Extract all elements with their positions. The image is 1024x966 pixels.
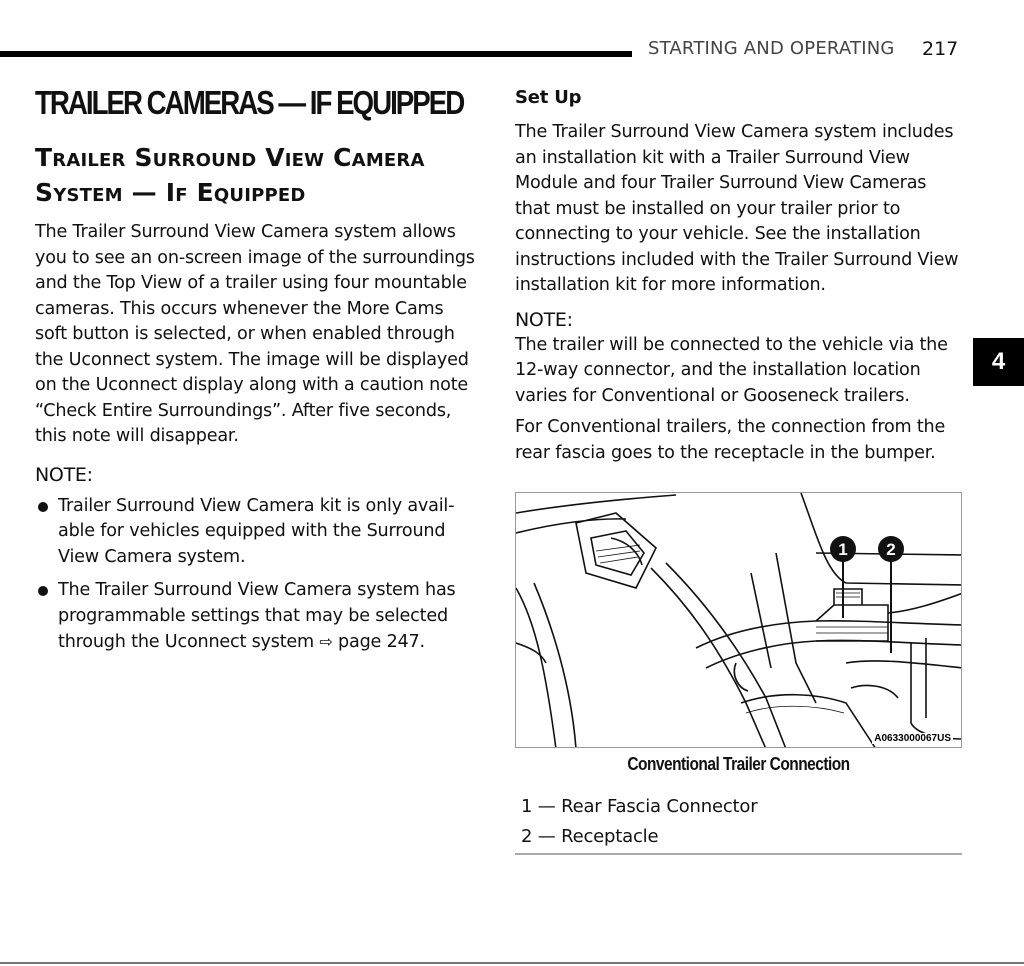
note-label: NOTE: xyxy=(515,308,573,331)
footer-rule xyxy=(0,962,1024,964)
illustration-drawing xyxy=(516,493,962,748)
connection-illustration xyxy=(515,492,962,748)
note-bullet-list xyxy=(35,494,480,656)
intro-paragraph: The Trailer Surround View Camera system allows you to see an on-screen image of the surroundings and the Top View of a trailer using four mountable cameras. This occurs whenever the More Cams soft button is selected, or when enabled through the Uconnect system. The image will be displayed on the Uconnect display along with a caution note “Check Entire Surroundings”. After five seconds, this note will disappear. xyxy=(35,222,475,446)
note-label: NOTE: xyxy=(35,463,93,486)
running-head: STARTING AND OPERATING xyxy=(648,38,895,59)
bullet-text: The Trailer Surround View Camera system has programmable settings that may be selected through the Uconnect system xyxy=(58,580,456,652)
left-column xyxy=(35,84,480,664)
setup-paragraph: The Trailer Surround View Camera system includes an installation kit with a Trailer Surround View Module and four Trailer Surround View Cameras that must be installed on your trailer prior to connecting to your vehicle. See the installation instructions included with the Trailer Surround View installation kit for more information. xyxy=(515,122,959,295)
arrow-icon: ⇨ xyxy=(319,632,333,651)
page-reference-link[interactable]: page 247. xyxy=(338,632,425,652)
callout-1: 1 xyxy=(838,540,848,559)
callout-2: 2 xyxy=(886,540,896,559)
page-title: TRAILER CAMERAS — IF EQUIPPED xyxy=(35,84,464,121)
figure-id: A0633000067US xyxy=(874,733,951,744)
page-number: 217 xyxy=(922,38,959,60)
section-heading xyxy=(35,140,480,210)
legend-item-1: 1 — Rear Fascia Connector xyxy=(521,796,758,817)
figure-caption: Conventional Trailer Connection xyxy=(627,754,850,774)
note-paragraph: The trailer will be connected to the vehicle via the 12-way connector, and the installation location varies for Conventional or Gooseneck trailers. xyxy=(515,334,948,406)
section-heading-line-1: Trailer Surround View Camera xyxy=(35,143,425,172)
section-heading-line-2: System — If Equipped xyxy=(35,178,306,207)
list-item xyxy=(35,578,480,656)
figure-legend xyxy=(515,792,962,855)
legend-divider xyxy=(515,853,962,855)
setup-heading: Set Up xyxy=(515,87,582,108)
header-rule xyxy=(0,51,632,57)
conventional-paragraph: For Conventional trailers, the connection from the rear fascia goes to the receptacle in the bumper. xyxy=(515,417,946,463)
chapter-tab[interactable]: 4 xyxy=(973,338,1024,386)
list-item xyxy=(35,494,480,571)
right-column xyxy=(515,86,963,466)
bullet-text: Trailer Surround View Camera kit is only avail-able for vehicles equipped with the Surround View Camera system. xyxy=(58,495,455,567)
legend-item-2: 2 — Receptacle xyxy=(521,826,659,847)
